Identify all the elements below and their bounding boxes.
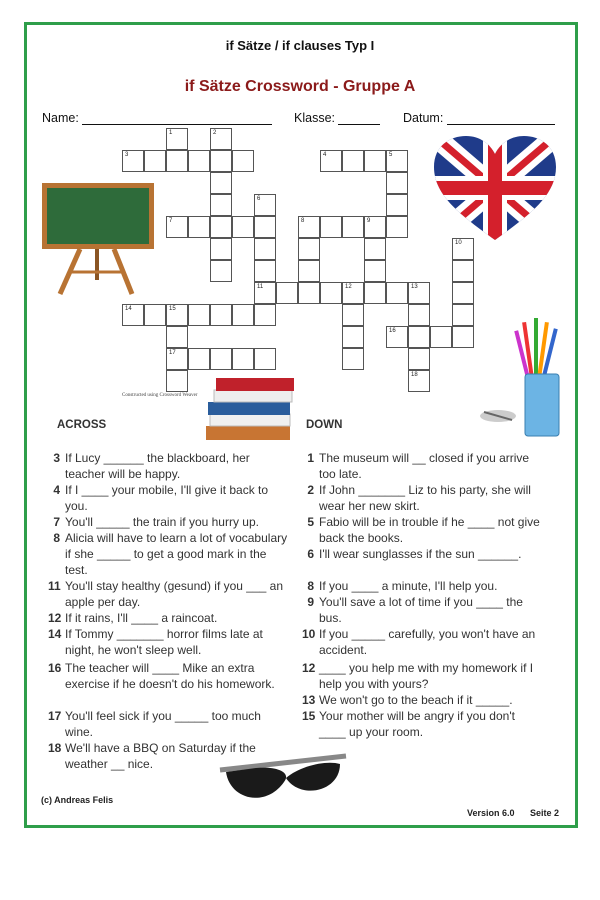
crossword-cell[interactable] bbox=[342, 150, 364, 172]
crossword-cell[interactable] bbox=[342, 216, 364, 238]
crossword-cell[interactable] bbox=[210, 348, 232, 370]
crossword-cell[interactable] bbox=[386, 326, 408, 348]
down-heading: DOWN bbox=[306, 419, 343, 431]
clue-item bbox=[48, 660, 292, 692]
crossword-cell[interactable] bbox=[364, 150, 386, 172]
crossword-cell[interactable] bbox=[430, 326, 452, 348]
crossword-cell[interactable] bbox=[342, 304, 364, 326]
date-label: Datum: bbox=[403, 111, 444, 125]
page-label: Seite 2 bbox=[530, 808, 560, 818]
crossword-cell[interactable] bbox=[232, 216, 254, 238]
union-jack-heart-icon bbox=[432, 134, 558, 242]
clue-item bbox=[48, 708, 292, 740]
clue-number: 8 bbox=[53, 531, 60, 545]
clue-number: 1 bbox=[307, 451, 314, 465]
class-field[interactable] bbox=[294, 111, 380, 125]
crossword-cell[interactable] bbox=[210, 194, 232, 216]
worksheet-title: if Sätze Crossword - Gruppe A bbox=[184, 78, 416, 95]
clue-number: 3 bbox=[53, 451, 60, 465]
clue-number: 7 bbox=[53, 515, 60, 529]
crossword-cell[interactable] bbox=[144, 150, 166, 172]
clue-item bbox=[302, 660, 542, 692]
clue-item bbox=[302, 692, 542, 708]
crossword-cell[interactable] bbox=[342, 326, 364, 348]
crossword-cell[interactable] bbox=[254, 304, 276, 326]
crossword-cell[interactable] bbox=[386, 172, 408, 194]
crossword-cell[interactable] bbox=[254, 282, 276, 304]
cell-number: 3 bbox=[125, 152, 129, 158]
name-field[interactable] bbox=[42, 111, 272, 125]
clue-text: Fabio will be in trouble if he ____ not give back the books. bbox=[319, 515, 540, 545]
crossword-cell[interactable] bbox=[342, 282, 364, 304]
crossword-cell[interactable] bbox=[408, 370, 430, 392]
crossword-cell[interactable] bbox=[166, 304, 188, 326]
crossword-cell[interactable] bbox=[254, 238, 276, 260]
clue-item bbox=[302, 626, 542, 658]
name-label: Name: bbox=[42, 111, 79, 125]
clue-text: If you ____ a minute, I'll help you. bbox=[319, 579, 498, 593]
cell-number: 12 bbox=[345, 284, 352, 290]
clue-number: 16 bbox=[48, 661, 62, 675]
crossword-cell[interactable] bbox=[452, 326, 474, 348]
clue-number: 13 bbox=[302, 693, 316, 707]
cell-number: 15 bbox=[169, 306, 176, 312]
crossword-cell[interactable] bbox=[188, 348, 210, 370]
crossword-cell[interactable] bbox=[320, 282, 342, 304]
clue-text: The museum will __ closed if you arrive too late. bbox=[319, 451, 530, 481]
clue-text: We won't go to the beach if it _____. bbox=[319, 693, 513, 707]
clue-text: Your mother will be angry if you don't ____ up your room. bbox=[319, 709, 515, 739]
crossword-cell[interactable] bbox=[210, 150, 232, 172]
clue-number: 12 bbox=[48, 611, 62, 625]
clue-number: 18 bbox=[48, 741, 62, 755]
crossword-cell[interactable] bbox=[320, 150, 342, 172]
clue-text: The teacher will ____ Mike an extra exercise if he doesn't do his homework. bbox=[65, 661, 275, 691]
clue-number: 2 bbox=[307, 483, 314, 497]
crossword-cell[interactable] bbox=[408, 326, 430, 348]
clue-item bbox=[48, 514, 292, 530]
crossword-cell[interactable] bbox=[298, 238, 320, 260]
crossword-cell[interactable] bbox=[254, 348, 276, 370]
crossword-cell[interactable] bbox=[408, 348, 430, 370]
crossword-cell[interactable] bbox=[188, 216, 210, 238]
version-label: Version 6.0 bbox=[467, 808, 515, 818]
crossword-cell[interactable] bbox=[210, 238, 232, 260]
crossword-cell[interactable] bbox=[364, 282, 386, 304]
cell-number: 5 bbox=[389, 152, 393, 158]
crossword-cell[interactable] bbox=[188, 304, 210, 326]
clue-item bbox=[302, 514, 542, 546]
crossword-cell[interactable] bbox=[210, 172, 232, 194]
clue-text: If Tommy _______ horror films late at night, he won't sleep well. bbox=[65, 627, 263, 657]
clue-item bbox=[48, 626, 292, 658]
crossword-cell[interactable] bbox=[166, 326, 188, 348]
clue-item bbox=[302, 546, 542, 562]
clue-number: 4 bbox=[53, 483, 60, 497]
clue-item bbox=[302, 450, 542, 482]
clue-text: If you _____ carefully, you won't have an accident. bbox=[319, 627, 536, 657]
cell-number: 10 bbox=[455, 240, 462, 246]
crossword-cell[interactable] bbox=[166, 128, 188, 150]
clue-item bbox=[302, 578, 542, 594]
clue-text: You'll stay healthy (gesund) if you ___ an apple per day. bbox=[65, 579, 283, 609]
crossword-cell[interactable] bbox=[166, 370, 188, 392]
clue-text: You'll feel sick if you _____ too much wine. bbox=[65, 709, 261, 739]
clue-text: You'll _____ the train if you hurry up. bbox=[65, 515, 259, 529]
crossword-cell[interactable] bbox=[364, 216, 386, 238]
crossword-cell[interactable] bbox=[452, 304, 474, 326]
clue-item bbox=[48, 450, 292, 482]
crossword-cell[interactable] bbox=[232, 150, 254, 172]
clue-text: You'll save a lot of time if you ____ the bus. bbox=[319, 595, 523, 625]
crossword-cell[interactable] bbox=[408, 304, 430, 326]
clue-item bbox=[302, 482, 542, 514]
worksheet-subtitle: if Sätze / if clauses Typ I bbox=[225, 38, 375, 53]
clue-text: If Lucy ______ the blackboard, her teacher will be happy. bbox=[65, 451, 250, 481]
crossword-cell[interactable] bbox=[452, 260, 474, 282]
crossword-cell[interactable] bbox=[364, 260, 386, 282]
cell-number: 17 bbox=[169, 350, 176, 356]
clue-number: 17 bbox=[48, 709, 62, 723]
crossword-cell[interactable] bbox=[232, 304, 254, 326]
cell-number: 8 bbox=[301, 218, 305, 224]
crossword-cell[interactable] bbox=[276, 282, 298, 304]
clue-number: 6 bbox=[307, 547, 314, 561]
clue-number: 11 bbox=[48, 579, 61, 593]
cell-number: 7 bbox=[169, 218, 173, 224]
chalkboard-icon bbox=[40, 180, 158, 298]
clue-number: 5 bbox=[307, 515, 314, 529]
clue-text: We'll have a BBQ on Saturday if the weather __ nice. bbox=[65, 741, 256, 771]
crossword-cell[interactable] bbox=[210, 304, 232, 326]
crossword-cell[interactable] bbox=[254, 194, 276, 216]
clue-item bbox=[302, 708, 542, 740]
cell-number: 2 bbox=[213, 130, 217, 136]
clue-text: If it rains, I'll ____ a raincoat. bbox=[65, 611, 218, 625]
crossword-cell[interactable] bbox=[210, 128, 232, 150]
cell-number: 14 bbox=[125, 306, 132, 312]
cell-number: 9 bbox=[367, 218, 371, 224]
crossword-cell[interactable] bbox=[144, 304, 166, 326]
grid-credit: Constructed using Crossword Weaver bbox=[122, 393, 198, 398]
sunglasses-icon bbox=[216, 752, 350, 812]
date-field[interactable] bbox=[403, 111, 555, 125]
clue-item bbox=[48, 530, 292, 578]
crossword-cell[interactable] bbox=[254, 260, 276, 282]
crossword-cell[interactable] bbox=[298, 282, 320, 304]
crossword-cell[interactable] bbox=[254, 216, 276, 238]
crossword-cell[interactable] bbox=[298, 216, 320, 238]
crossword-cell[interactable] bbox=[210, 216, 232, 238]
clue-text: If John _______ Liz to his party, she will wear her new skirt. bbox=[319, 483, 531, 513]
cell-number: 6 bbox=[257, 196, 261, 202]
crossword-cell[interactable] bbox=[166, 150, 188, 172]
cell-number: 4 bbox=[323, 152, 327, 158]
clue-item bbox=[302, 594, 542, 626]
cell-number: 16 bbox=[389, 328, 396, 334]
clue-item bbox=[48, 610, 292, 626]
crossword-cell[interactable] bbox=[386, 194, 408, 216]
crossword-cell[interactable] bbox=[188, 150, 210, 172]
crossword-cell[interactable] bbox=[386, 216, 408, 238]
clue-number: 9 bbox=[307, 595, 314, 609]
clue-text: I'll wear sunglasses if the sun ______. bbox=[319, 547, 522, 561]
clue-text: Alicia will have to learn a lot of vocabulary if she _____ to get a good mark in the test. bbox=[65, 531, 288, 577]
clue-number: 8 bbox=[307, 579, 314, 593]
crossword-cell[interactable] bbox=[166, 216, 188, 238]
cell-number: 11 bbox=[257, 284, 264, 290]
books-icon bbox=[204, 376, 298, 444]
clue-text: ____ you help me with my homework if I help you with yours? bbox=[319, 661, 534, 691]
clue-item bbox=[48, 578, 292, 610]
cell-number: 18 bbox=[411, 372, 418, 378]
crossword-cell[interactable] bbox=[232, 348, 254, 370]
clue-text: If I ____ your mobile, I'll give it back to you. bbox=[65, 483, 269, 513]
crossword-cell[interactable] bbox=[122, 304, 144, 326]
crossword-cell[interactable] bbox=[342, 348, 364, 370]
crossword-cell[interactable] bbox=[386, 282, 408, 304]
crossword-cell[interactable] bbox=[166, 348, 188, 370]
crossword-cell[interactable] bbox=[320, 216, 342, 238]
crossword-cell[interactable] bbox=[210, 260, 232, 282]
author-credit: (c) Andreas Felis bbox=[41, 795, 114, 805]
clue-number: 15 bbox=[302, 709, 316, 723]
cell-number: 13 bbox=[411, 284, 418, 290]
class-label: Klasse: bbox=[294, 111, 335, 125]
cell-number: 1 bbox=[169, 130, 173, 136]
crossword-cell[interactable] bbox=[452, 282, 474, 304]
crossword-cell[interactable] bbox=[386, 150, 408, 172]
across-heading: ACROSS bbox=[57, 419, 107, 431]
clue-item bbox=[48, 482, 292, 514]
clue-number: 12 bbox=[302, 661, 316, 675]
crossword-cell[interactable] bbox=[452, 238, 474, 260]
pencil-cup-icon bbox=[478, 316, 574, 440]
crossword-cell[interactable] bbox=[122, 150, 144, 172]
crossword-cell[interactable] bbox=[298, 260, 320, 282]
clue-number: 10 bbox=[302, 627, 316, 641]
crossword-cell[interactable] bbox=[364, 238, 386, 260]
clue-number: 14 bbox=[48, 627, 62, 641]
crossword-cell[interactable] bbox=[408, 282, 430, 304]
